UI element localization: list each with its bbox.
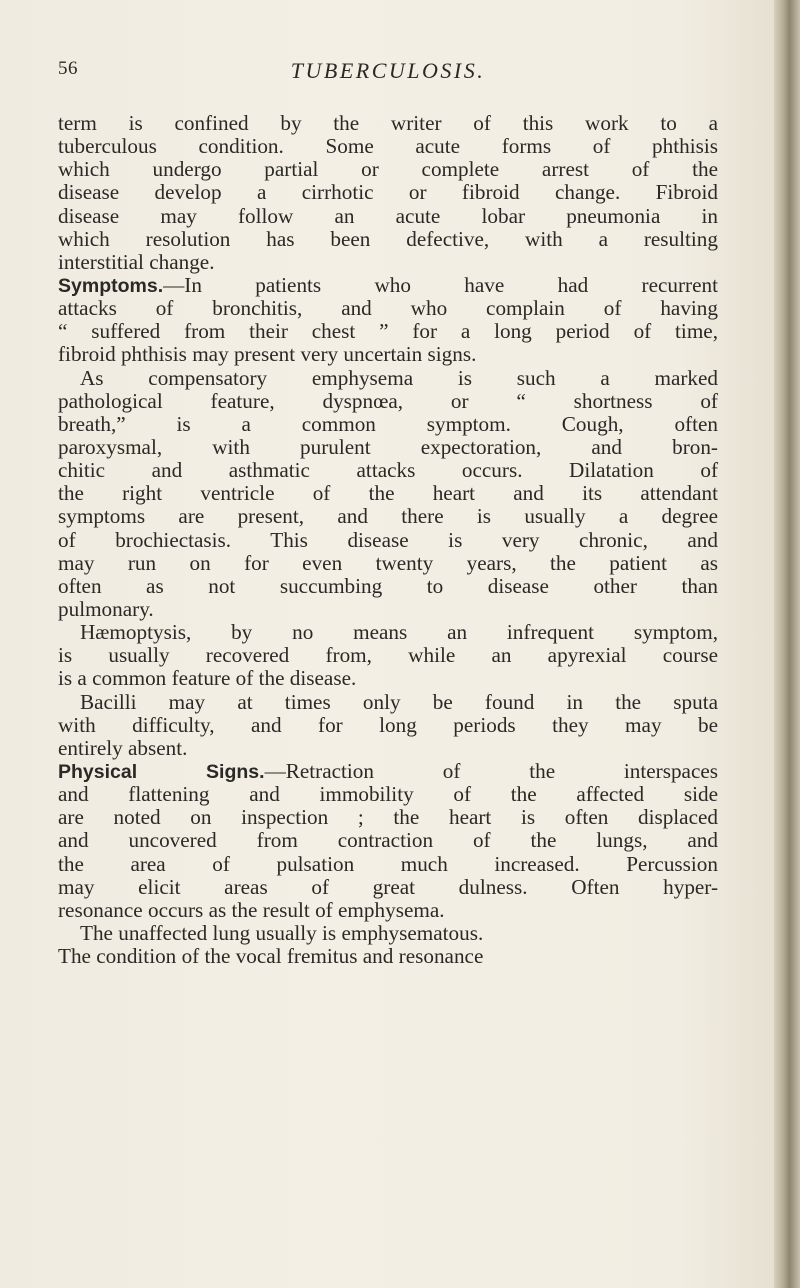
line-text: and uncovered from contraction of the lungs, and <box>58 828 718 853</box>
text-line <box>58 112 718 135</box>
text-line <box>58 367 718 390</box>
line-text: interstitial change. <box>58 249 215 274</box>
text-line <box>58 853 718 876</box>
line-text: pulmonary. <box>58 596 154 621</box>
line-text: the area of pulsation much increased. Percussion <box>58 851 718 876</box>
page-edge-shadow <box>774 0 800 1288</box>
line-text: term is confined by the writer of this work to a <box>58 111 718 135</box>
text-line <box>58 899 718 922</box>
line-text: is usually recovered from, while an apyrexial course <box>58 643 718 668</box>
text-line <box>58 667 718 690</box>
line-text: attacks of bronchitis, and who complain of having <box>58 296 718 321</box>
line-text: As compensatory emphysema is such a marked <box>80 365 718 390</box>
line-text: —In patients who have had recurrent <box>163 272 718 297</box>
line-text: —Retraction of the interspaces <box>264 758 719 783</box>
text-line <box>58 158 718 181</box>
line-text: symptoms are present, and there is usually a degree <box>58 504 718 529</box>
text-line <box>58 251 718 274</box>
page-header <box>58 58 718 88</box>
text-line <box>58 505 718 528</box>
line-text: which undergo partial or complete arrest of the <box>58 157 718 182</box>
page-number: 56 <box>58 58 78 79</box>
text-line <box>58 760 718 783</box>
text-line <box>58 482 718 505</box>
text-line <box>58 876 718 899</box>
text-line <box>58 575 718 598</box>
text-line <box>58 459 718 482</box>
text-line <box>58 621 718 644</box>
line-text: resonance occurs as the result of emphysema. <box>58 897 445 922</box>
line-text: may elicit areas of great dulness. Often hyper- <box>58 874 718 899</box>
line-text: the right ventricle of the heart and its attendant <box>58 481 718 506</box>
line-text: of brochiectasis. This disease is very chronic, and <box>58 527 718 552</box>
section-heading: Physical Signs. <box>58 760 265 783</box>
text-line <box>58 297 718 320</box>
line-text: pathological feature, dyspnœa, or “ shortness of <box>58 388 718 413</box>
line-text: are noted on inspection ; the heart is often displaced <box>58 805 718 830</box>
text-line <box>58 644 718 667</box>
line-text: fibroid phthisis may present very uncertain signs. <box>58 342 477 367</box>
line-text: is a common feature of the disease. <box>58 666 357 691</box>
line-text: Bacilli may at times only be found in the sputa <box>80 689 718 714</box>
text-line <box>58 598 718 621</box>
text-line <box>58 737 718 760</box>
text-line <box>58 691 718 714</box>
text-line <box>58 343 718 366</box>
line-text: often as not succumbing to disease other than <box>58 573 718 598</box>
text-line <box>58 181 718 204</box>
text-line <box>58 228 718 251</box>
running-title: TUBERCULOSIS. <box>290 58 486 83</box>
text-line <box>58 552 718 575</box>
line-text: disease may follow an acute lobar pneumonia in <box>58 203 718 228</box>
line-text: entirely absent. <box>58 735 188 760</box>
line-text: paroxysmal, with purulent expectoration, and bron- <box>58 434 718 459</box>
text-line <box>58 783 718 806</box>
line-text: disease develop a cirrhotic or fibroid change. Fibroid <box>58 180 718 205</box>
line-text: chitic and asthmatic attacks occurs. Dilatation of <box>58 458 718 483</box>
text-line <box>58 205 718 228</box>
text-line <box>58 274 718 297</box>
text-line <box>58 945 718 968</box>
line-text: The unaffected lung usually is emphysematous. <box>80 920 484 945</box>
text-line <box>58 922 718 945</box>
body-text <box>58 112 718 968</box>
line-text: Hæmoptysis, by no means an infrequent symptom, <box>80 620 718 645</box>
line-text: The condition of the vocal fremitus and resonance <box>58 944 484 969</box>
line-text: breath,” is a common symptom. Cough, often <box>58 411 718 436</box>
text-line <box>58 714 718 737</box>
line-text: which resolution has been defective, with a resulting <box>58 226 718 251</box>
text-line <box>58 829 718 852</box>
line-text: and flattening and immobility of the affected side <box>58 782 718 807</box>
line-text: with difficulty, and for long periods they may be <box>58 712 718 737</box>
section-heading: Symptoms. <box>58 274 164 297</box>
text-line <box>58 529 718 552</box>
text-line <box>58 806 718 829</box>
line-text: tuberculous condition. Some acute forms of phthisis <box>58 134 718 159</box>
text-line <box>58 390 718 413</box>
text-line <box>58 135 718 158</box>
text-line <box>58 413 718 436</box>
text-line <box>58 436 718 459</box>
line-text: may run on for even twenty years, the patient as <box>58 550 718 575</box>
line-text: “ suffered from their chest ” for a long period of time, <box>58 319 718 344</box>
text-line <box>58 320 718 343</box>
